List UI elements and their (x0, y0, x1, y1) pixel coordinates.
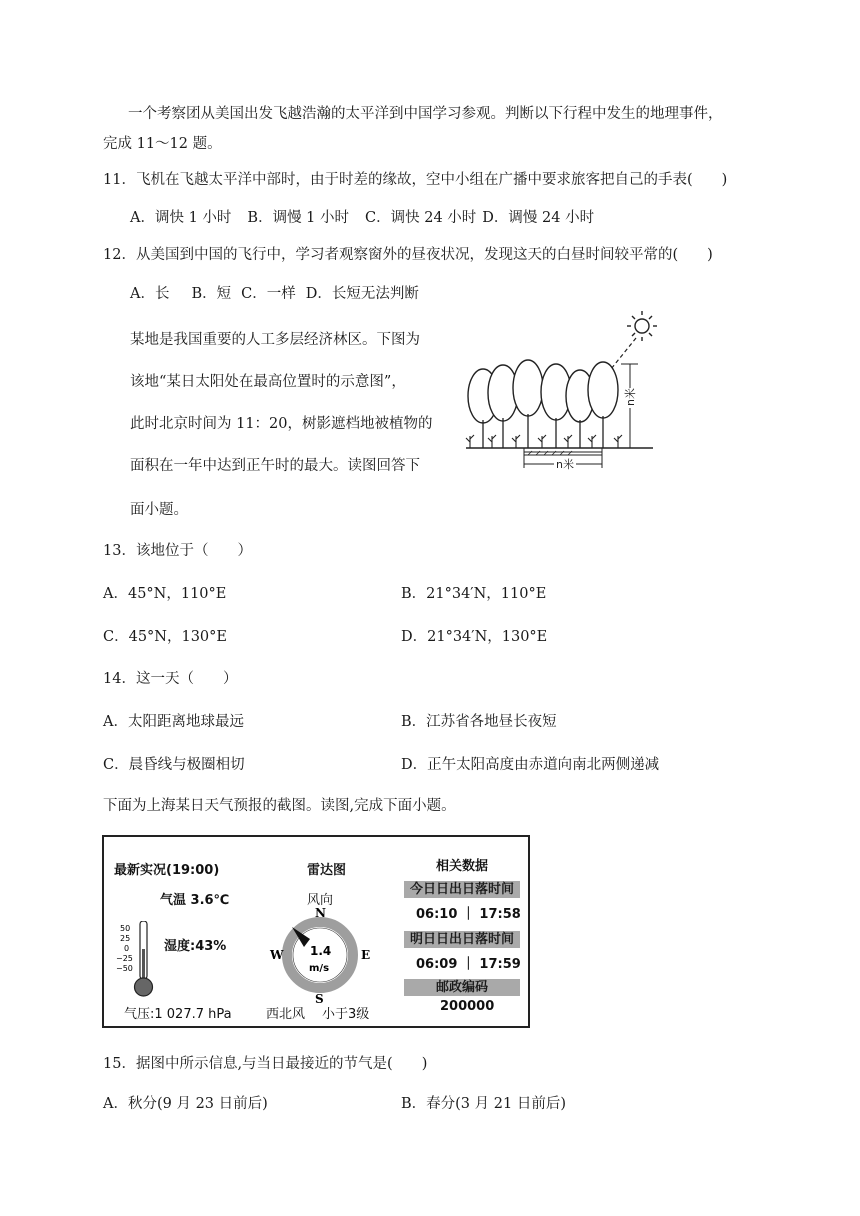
question-14-stem: 14．这一天（ ） (103, 671, 238, 687)
intro-line-2: 完成 11～12 题。 (103, 136, 222, 152)
svg-text:W: W (270, 948, 284, 962)
today-sun-label: 今日日出日落时间 (404, 881, 520, 898)
wind-level: 小于3级 (322, 1007, 370, 1022)
svg-text:−50: −50 (116, 964, 133, 973)
question-15-option-b: B．春分(3 月 21 日前后) (401, 1096, 566, 1112)
intro2-line-2: 该地“某日太阳处在最高位置时的示意图”， (130, 374, 406, 390)
svg-text:0: 0 (124, 944, 130, 953)
question-13-option-d: D．21°34′N，130°E (401, 629, 548, 645)
wind-compass-icon (260, 905, 378, 1005)
postal-code-label: 邮政编码 (404, 979, 520, 996)
wind-description: 西北风 (266, 1007, 306, 1022)
question-14-option-b: B．江苏省各地昼长夜短 (401, 714, 557, 730)
height-label: n米 (624, 388, 637, 406)
today-sun-value: 06:10 ｜ 17:58 (416, 907, 521, 922)
weather-forecast-panel (102, 835, 530, 1028)
intro2-line-3: 此时北京时间为 11：20，树影遮档地被植物的 (130, 416, 433, 432)
question-14-option-d: D．正午太阳高度由赤道向南北两侧递减 (401, 757, 660, 773)
wind-direction-label: 风向 (307, 893, 334, 908)
radar-title: 雷达图 (307, 863, 347, 878)
sun-icon (627, 311, 657, 341)
humidity-value: 湿度:43% (164, 939, 227, 954)
question-13-stem: 13．该地位于（ ） (103, 543, 252, 559)
question-11-stem: 11．飞机在飞越太平洋中部时，由于时差的缘故，空中小组在广播中要求旅客把自己的手表( ) (103, 172, 728, 188)
svg-text:m/s: m/s (309, 963, 330, 974)
intro2-line-4: 面积在一年中达到正午时的最大。读图回答下 (130, 458, 420, 474)
tree-shadow-figure (458, 308, 678, 478)
temperature-value: 气温 3.6℃ (160, 893, 230, 908)
postal-code-value: 200000 (440, 999, 495, 1014)
thermometer-icon (116, 921, 166, 1001)
question-12-stem: 12．从美国到中国的飞行中，学习者观察窗外的昼夜状况，发现这天的白昼时间较平常的( ) (103, 247, 713, 263)
tomorrow-sun-label: 明日日出日落时间 (404, 931, 520, 948)
option-b: B．调慢 1 小时 (247, 210, 350, 226)
svg-text:1.4: 1.4 (310, 944, 332, 958)
intro-line-1: 一个考察团从美国出发飞越浩瀚的太平洋到中国学习参观。判断以下行程中发生的地理事件， (128, 106, 723, 122)
live-title: 最新实况(19:00) (114, 863, 220, 878)
related-data-title: 相关数据 (436, 859, 489, 874)
question-13-option-c: C．45°N，130°E (103, 629, 227, 645)
question-15-option-a: A．秋分(9 月 23 日前后) (103, 1096, 268, 1112)
svg-text:S: S (315, 992, 324, 1005)
svg-text:−25: −25 (116, 954, 133, 963)
option-a: A．调快 1 小时 (130, 210, 232, 226)
tomorrow-sun-value: 06:09 ｜ 17:59 (416, 957, 521, 972)
question-11-options (130, 208, 610, 228)
svg-text:E: E (361, 948, 371, 962)
question-13-option-b: B．21°34′N，110°E (401, 586, 547, 602)
svg-text:N: N (315, 906, 326, 920)
option-d: D．调慢 24 小时 (482, 210, 595, 226)
intro2-line-5: 面小题。 (130, 502, 188, 518)
question-13-option-a: A．45°N，110°E (103, 586, 227, 602)
svg-text:25: 25 (120, 934, 131, 943)
pressure-value: 气压:1 027.7 hPa (124, 1007, 232, 1022)
option-c: C．调快 24 小时 (365, 210, 477, 226)
question-12-options (130, 284, 435, 304)
question-15-stem: 15．据图中所示信息,与当日最接近的节气是( ) (103, 1056, 428, 1072)
option-d: D．长短无法判断 (305, 286, 419, 302)
shadow-length-label: n米 (556, 458, 574, 471)
option-a: A．长 (130, 286, 170, 302)
intro-3: 下面为上海某日天气预报的截图。读图,完成下面小题。 (103, 798, 456, 814)
svg-text:50: 50 (120, 924, 131, 933)
intro2-line-1: 某地是我国重要的人工多层经济林区。下图为 (130, 332, 420, 348)
option-b: B．短 (191, 286, 232, 302)
question-14-option-a: A．太阳距离地球最远 (103, 714, 244, 730)
option-c: C．一样 (241, 286, 296, 302)
question-14-option-c: C．晨昏线与极圈相切 (103, 757, 245, 773)
